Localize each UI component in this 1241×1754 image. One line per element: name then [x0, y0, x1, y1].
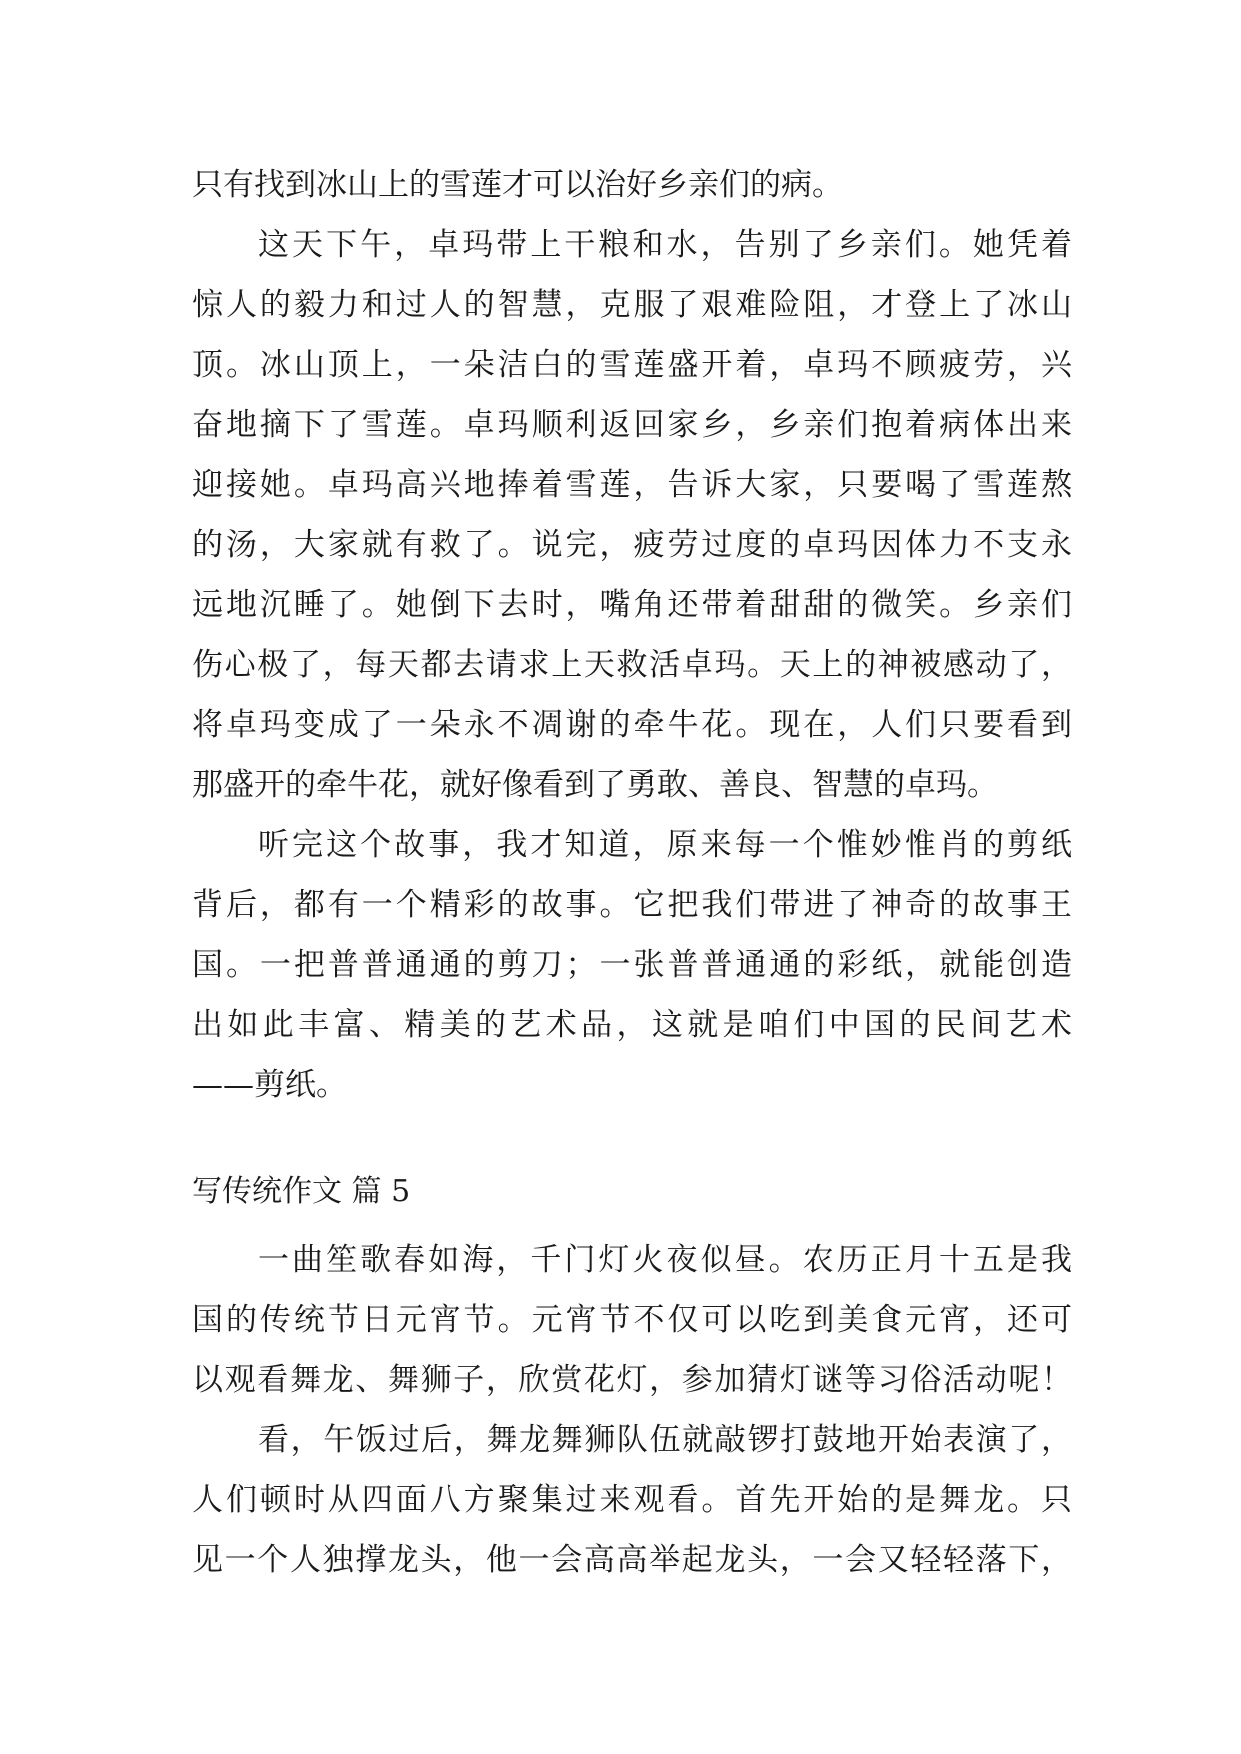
- paragraph-line: 迎接她。卓玛高兴地捧着雪莲，告诉大家，只要喝了雪莲熬: [192, 467, 1072, 503]
- paragraph-line: 见一个人独撑龙头，他一会高高举起龙头，一会又轻轻落下，: [192, 1542, 1072, 1578]
- paragraph-line: 看，午饭过后，舞龙舞狮队伍就敲锣打鼓地开始表演了，: [258, 1422, 1072, 1458]
- paragraph-line: 只有找到冰山上的雪莲才可以治好乡亲们的病。: [192, 167, 843, 203]
- paragraph-line: 那盛开的牵牛花，就好像看到了勇敢、善良、智慧的卓玛。: [192, 767, 998, 803]
- paragraph-line: 的汤，大家就有救了。说完，疲劳过度的卓玛因体力不支永: [192, 527, 1072, 563]
- paragraph-line: 以观看舞龙、舞狮子，欣赏花灯，参加猜灯谜等习俗活动呢！: [192, 1362, 1072, 1398]
- paragraph-line: ——剪纸。: [192, 1067, 347, 1103]
- paragraph-line: 远地沉睡了。她倒下去时，嘴角还带着甜甜的微笑。乡亲们: [192, 587, 1072, 623]
- paragraph-line: 听完这个故事，我才知道，原来每一个惟妙惟肖的剪纸: [258, 827, 1072, 863]
- paragraph-line: 国的传统节日元宵节。元宵节不仅可以吃到美食元宵，还可: [192, 1302, 1072, 1338]
- paragraph-line: 一曲笙歌春如海，千门灯火夜似昼。农历正月十五是我: [258, 1242, 1072, 1278]
- paragraph-line: 这天下午，卓玛带上干粮和水，告别了乡亲们。她凭着: [258, 227, 1072, 263]
- paragraph-line: 国。一把普普通通的剪刀；一张普普通通的彩纸，就能创造: [192, 947, 1072, 983]
- paragraph-line: 顶。冰山顶上，一朵洁白的雪莲盛开着，卓玛不顾疲劳，兴: [192, 347, 1072, 383]
- paragraph-line: 背后，都有一个精彩的故事。它把我们带进了神奇的故事王: [192, 887, 1072, 923]
- paragraph-line: 人们顿时从四面八方聚集过来观看。首先开始的是舞龙。只: [192, 1482, 1072, 1518]
- section-heading: 写传统作文 篇 5: [192, 1174, 411, 1209]
- paragraph-line: 惊人的毅力和过人的智慧，克服了艰难险阻，才登上了冰山: [192, 287, 1072, 323]
- paragraph-line: 将卓玛变成了一朵永不凋谢的牵牛花。现在，人们只要看到: [192, 707, 1072, 743]
- paragraph-line: 伤心极了，每天都去请求上天救活卓玛。天上的神被感动了，: [192, 647, 1072, 683]
- paragraph-line: 出如此丰富、精美的艺术品，这就是咱们中国的民间艺术: [192, 1007, 1072, 1043]
- paragraph-line: 奋地摘下了雪莲。卓玛顺利返回家乡，乡亲们抱着病体出来: [192, 407, 1072, 443]
